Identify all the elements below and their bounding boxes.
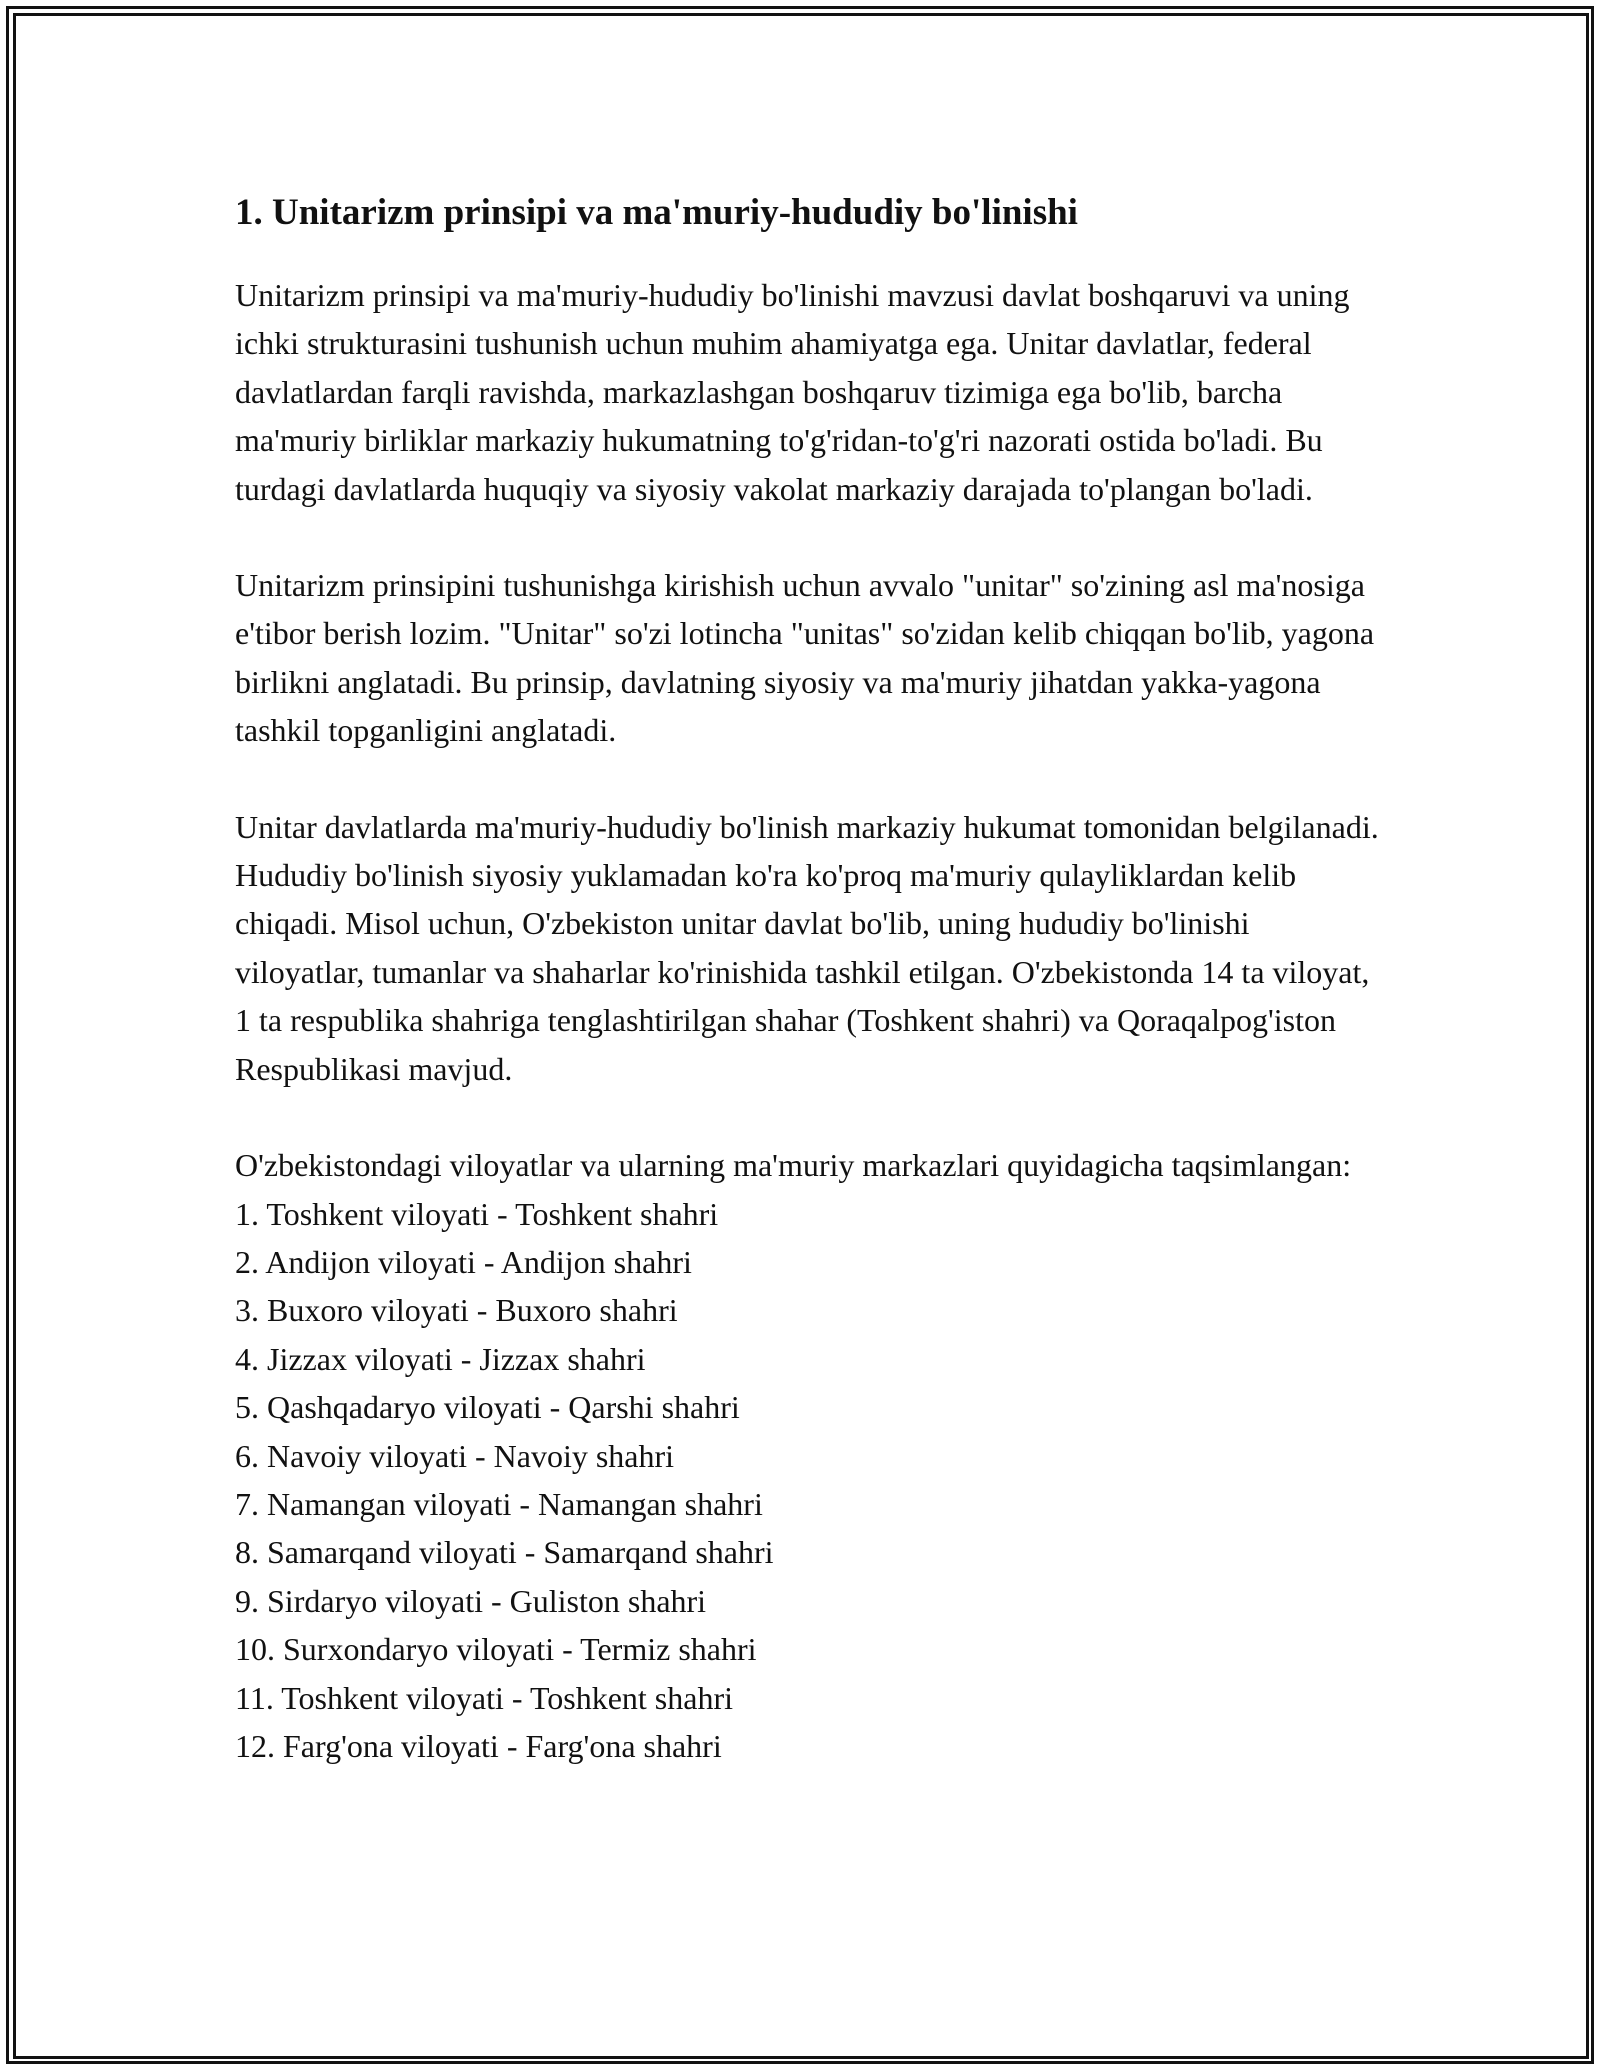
regions-list xyxy=(235,1190,1385,1771)
list-item: 10. Surxondaryo viloyati - Termiz shahri xyxy=(235,1631,757,1668)
list-item: 6. Navoiy viloyati - Navoiy shahri xyxy=(235,1437,675,1474)
list-item: 11. Toshkent viloyati - Toshkent shahri xyxy=(235,1679,733,1716)
list-item: 12. Farg'ona viloyati - Farg'ona shahri xyxy=(235,1727,722,1764)
paragraph-unitar-meaning: Unitarizm prinsipini tushunishga kirishish uchun avvalo "unitar" so'zining asl ma'nosiga e'tibor berish lozim. "Unitar" so'zi lotincha "unitas" so'zidan kelib chiqqan bo'lib, yagona birlikni anglatadi. Bu prinsip, davlatning siyosiy va ma'muriy jihatdan yakka-yagona tashkil topganligini anglatadi. xyxy=(235,567,1375,749)
paragraph-unitarism-intro: Unitarizm prinsipi va ma'muriy-hududiy bo'linishi mavzusi davlat boshqaruvi va uning ichki strukturasini tushunish uchun muhim ahamiyatga ega. Unitar davlatlar, federal davlatlardan farqli ravishda, markazlashgan boshqaruv tizimiga ega bo'lib, barcha ma'muriy birliklar markaziy hukumatning to'g'ridan-to'g'ri nazorati ostida bo'ladi. Bu turdagi davlatlarda huquqiy va siyosiy vakolat markaziy darajada to'plangan bo'ladi. xyxy=(235,277,1350,507)
list-item: 2. Andijon viloyati - Andijon shahri xyxy=(235,1243,692,1280)
list-item: 7. Namangan viloyati - Namangan shahri xyxy=(235,1485,763,1522)
list-item: 1. Toshkent viloyati - Toshkent shahri xyxy=(235,1195,719,1232)
paragraph-administrative-division: Unitar davlatlarda ma'muriy-hududiy bo'linish markaziy hukumat tomonidan belgilanadi. Hududiy bo'linish siyosiy yuklamadan ko'ra ko'proq ma'muriy qulayliklardan kelib chiqadi. Misol uchun, O'zbekiston unitar davlat bo'lib, uning hududiy bo'linishi viloyatlar, tumanlar va shaharlar ko'rinishida tashkil etilgan. O'zbekistonda 14 ta viloyat, 1 ta respublika shahriga tenglashtirilgan shahar (Toshkent shahri) va Qoraqalpog'iston Respublikasi mavjud. xyxy=(235,808,1379,1087)
list-item: 9. Sirdaryo viloyati - Guliston shahri xyxy=(235,1582,707,1619)
list-item: 4. Jizzax viloyati - Jizzax shahri xyxy=(235,1340,646,1377)
document-body xyxy=(235,185,1385,1770)
list-item: 5. Qashqadaryo viloyati - Qarshi shahri xyxy=(235,1389,740,1426)
list-intro: O'zbekistondagi viloyatlar va ularning ma'muriy markazlari quyidagicha taqsimlangan: xyxy=(235,1147,1352,1184)
list-item: 3. Buxoro viloyati - Buxoro shahri xyxy=(235,1292,678,1329)
list-item: 8. Samarqand viloyati - Samarqand shahri xyxy=(235,1534,774,1571)
section-heading: 1. Unitarizm prinsipi va ma'muriy-hududiy bo'linishi xyxy=(235,192,1078,233)
